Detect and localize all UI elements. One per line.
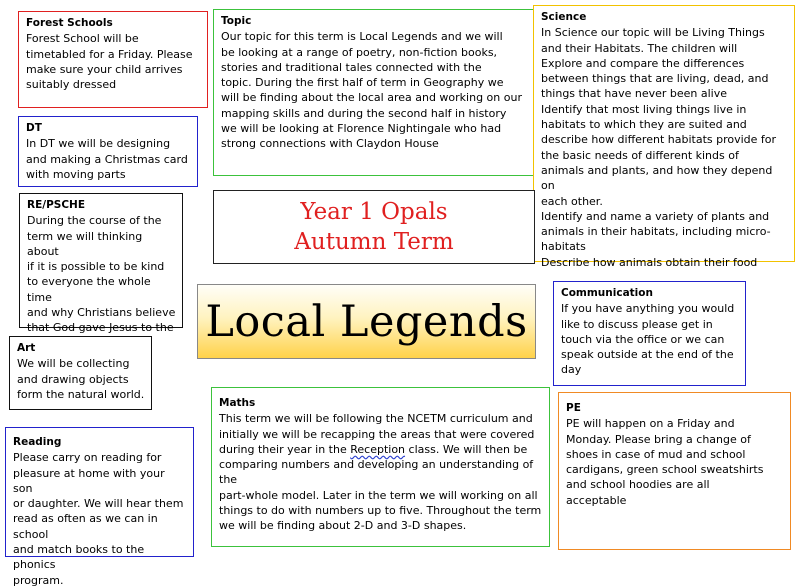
communication-heading: Communication — [561, 287, 653, 299]
dt-box — [18, 116, 198, 187]
art-heading: Art — [17, 342, 36, 354]
dt-heading: DT — [26, 122, 42, 134]
maths-box — [211, 387, 550, 547]
topic-box — [213, 9, 536, 176]
science-text: In Science our topic will be Living Things and their Habitats. The children will Explore and compare the differences between things that are living, dead, and things that have never been alive Identify that most living things live in habitats to which they are suited and describe how different habitats provide for the basic needs of different kinds of animals and plants, and how they depend on each other. Identify and name a variety of plants and animals in their habitats, including micro- habitats Describe how animals obtain their food — [541, 26, 777, 269]
dt-text: In DT we will be designing and making a Christmas card with moving parts — [26, 137, 188, 181]
re-psche-text — [27, 213, 176, 351]
maths-text-after: class. We will then be comparing numbers and developing an understanding of the part-whole model. Later in the term we will working on all things to do with numbers up to five. Throughout the term we will be finding about 2-D and 3-D shapes. — [219, 442, 542, 533]
maths-text — [219, 411, 543, 533]
topic-text: Our topic for this term is Local Legends and we will be looking at a range of poetry, non-fiction books, stories and traditional tales connected with the topic. During the first half of term in Geography we will be finding about the local area and working on our mapping skills and during the second half in history we will be looking at Florence Nightingale who had strong connections with Claydon House — [221, 30, 522, 151]
maths-text-before: This term we will be following the NCETM curriculum and initially we will be recapping the areas that were covered during their year in the — [219, 412, 535, 456]
art-box — [9, 336, 152, 410]
re-psche-heading: RE/PSCHE — [27, 199, 86, 211]
pe-text: PE will happen on a Friday and Monday. Please bring a change of shoes in case of mud and school cardigans, green school sweatshirts and school hoodies are all acceptable — [566, 417, 764, 507]
topic-heading: Topic — [221, 15, 252, 27]
communication-text: If you have anything you would like to discuss please get in touch via the office or we can speak outside at the end of the day — [561, 302, 735, 377]
main-topic-title: Local Legends — [197, 284, 536, 359]
communication-box — [553, 281, 746, 386]
term-name: Autumn Term — [294, 229, 454, 255]
forest-schools-box — [18, 11, 208, 108]
reading-box — [5, 427, 194, 587]
science-box — [533, 5, 795, 269]
forest-schools-text: Forest School will be timetabled for a Friday. Please make sure your child arrives suitably dressed — [26, 32, 193, 92]
maths-underlined-word: Reception — [350, 442, 406, 456]
art-text: We will be collecting and drawing objects form the natural world. — [17, 357, 145, 401]
science-heading: Science — [541, 11, 587, 23]
re-psche-body: During the course of the term we will thinking about if it is possible to be kind to everyone the whole time and why Christians believe that God gave Jesus to the — [27, 214, 176, 335]
re-psche-box — [19, 193, 183, 335]
pe-heading: PE — [566, 402, 581, 414]
class-name: Year 1 Opals — [300, 199, 448, 225]
reading-heading: Reading — [13, 436, 62, 448]
class-title-box — [213, 190, 535, 264]
pe-box — [558, 392, 791, 550]
forest-schools-heading: Forest Schools — [26, 17, 113, 29]
reading-text: Please carry on reading for pleasure at home with your son or daughter. We will hear them read as often as we can in school and match books to the phonics program. — [13, 451, 184, 587]
maths-heading: Maths — [219, 397, 256, 409]
